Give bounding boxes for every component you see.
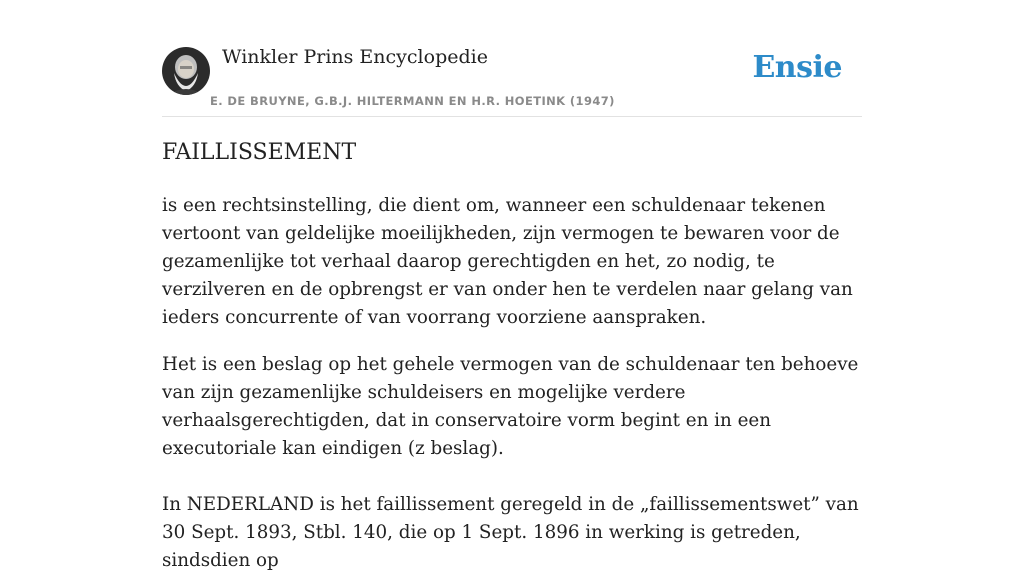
entry-paragraph: In NEDERLAND is het faillissement geregeld in de „faillissementswet” van 30 Sept. 1893, Stbl. 140, die op 1 Sept. 1896 in werking is getreden, sindsdien op [162,494,859,571]
entry-paragraph: is een rechtsinstelling, die dient om, wanneer een schuldenaar tekenen vertoont van geldelijke moeilijkheden, zijn vermogen te bewaren voor de gezamenlijke tot verhaal daarop gerechtigden en het, zo nodig, te verzilveren en de opbrengst er van onder hen te verdelen naar gelang van ieders concurrente of van voorrang voorziene aanspraken. [162,195,853,328]
entry-title: FAILLISSEMENT [162,140,357,165]
entry-content [162,192,862,575]
entry-paragraph: Het is een beslag op het gehele vermogen van de schuldenaar ten behoeve van zijn gezamenlijke schuldeisers en mogelijke verdere verhaalsgerechtigden, dat in conservatoire vorm begint en in een executoriale kan eindigen (z beslag). [162,354,859,459]
source-title[interactable]: Winkler Prins Encyclopedie [222,46,488,68]
ensie-logo-link[interactable]: Ensie [752,50,842,85]
source-authors: E. DE BRUYNE, G.B.J. HILTERMANN EN H.R. HOETINK (1947) [210,94,615,108]
author-portrait-icon [162,47,210,95]
author-avatar[interactable] [162,47,210,95]
article-page [162,0,862,571]
source-header [162,0,862,117]
